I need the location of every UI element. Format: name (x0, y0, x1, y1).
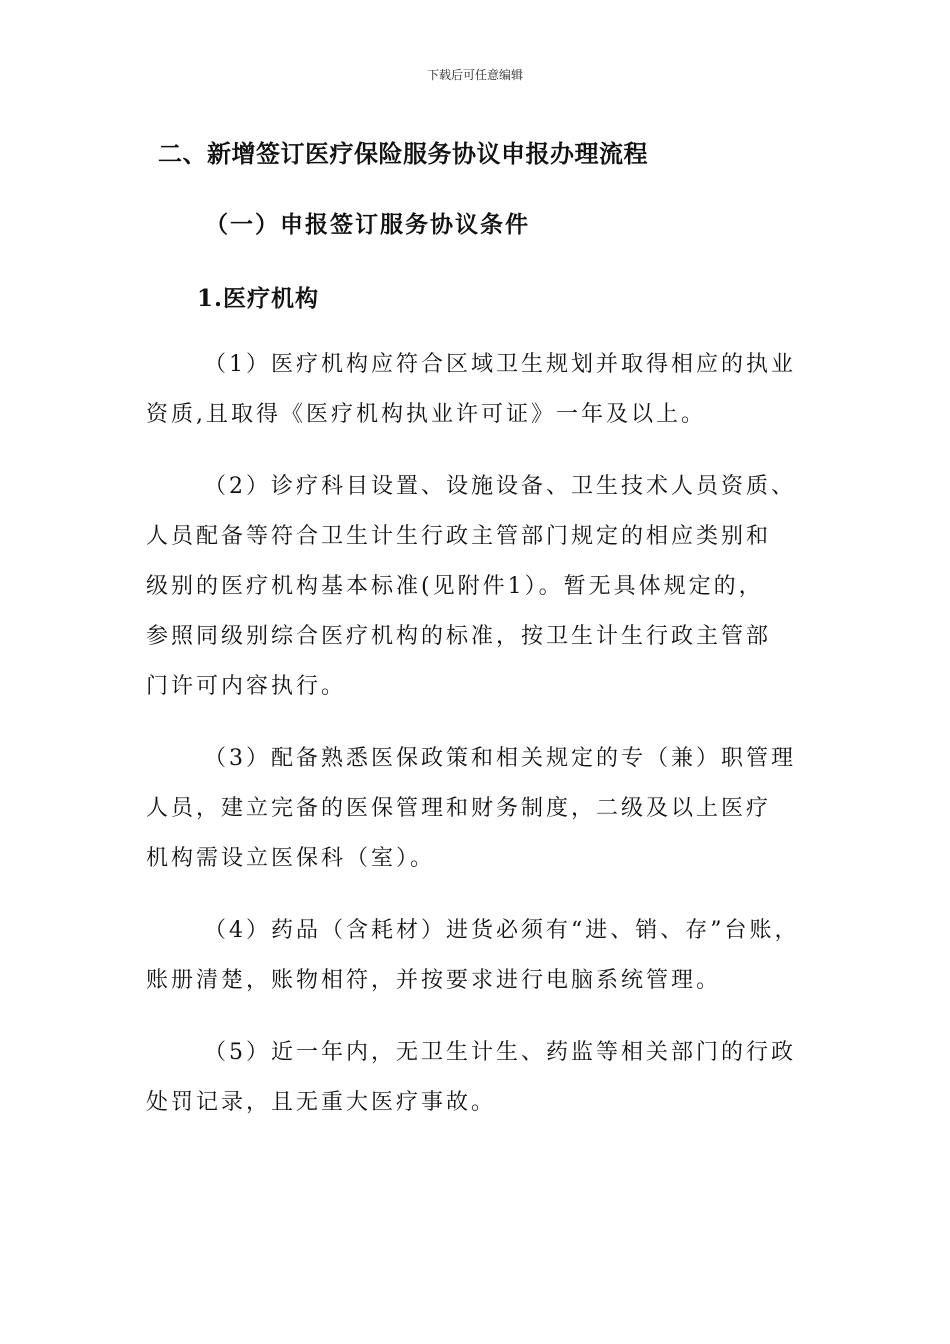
header-note: 下载后可任意编辑 (426, 68, 523, 82)
paragraph-line: （2）诊疗科目设置、设施设备、卫生技术人员资质、 (204, 474, 796, 499)
paragraph-line: （4）药品（含耗材）进货必须有“进、销、存”台账， (204, 918, 800, 943)
paragraph-line: 参照同级别综合医疗机构的标准，按卫生计生行政主管部 (146, 624, 772, 649)
paragraph-2 (146, 462, 826, 712)
paragraph-4 (146, 906, 826, 1006)
paragraph-line: 机构需设立医保科（室）。 (146, 846, 436, 871)
paragraph-line: 资质,且取得《医疗机构执业许可证》一年及以上。 (146, 402, 706, 427)
paragraph-line: （1）医疗机构应符合区域卫生规划并取得相应的执业 (204, 352, 796, 377)
paragraph-line: 人员配备等符合卫生计生行政主管部门规定的相应类别和 (146, 524, 772, 549)
paragraph-5 (146, 1028, 826, 1128)
paragraph-line: （3）配备熟悉医保政策和相关规定的专（兼）职管理 (204, 746, 796, 771)
paragraph-line: 人员，建立完备的医保管理和财务制度，二级及以上医疗 (146, 796, 772, 821)
paragraph-line: 处罚记录，且无重大医疗事故。 (146, 1090, 497, 1115)
paragraph-1 (146, 340, 826, 440)
section-heading: 二、新增签订医疗保险服务协议申报办理流程 (158, 140, 648, 168)
subsection-heading: （一）申报签订服务协议条件 (205, 212, 530, 238)
item-heading: 1.医疗机构 (197, 285, 320, 312)
paragraph-line: 级别的医疗机构基本标准(见附件1）。暂无具体规定的， (146, 574, 764, 599)
paragraph-line: 门许可内容执行。 (146, 674, 347, 699)
paragraph-line: 账册清楚，账物相符，并按要求进行电脑系统管理。 (146, 968, 722, 993)
paragraph-line: （5）近一年内，无卫生计生、药监等相关部门的行政 (204, 1040, 796, 1065)
paragraph-3 (146, 734, 826, 884)
